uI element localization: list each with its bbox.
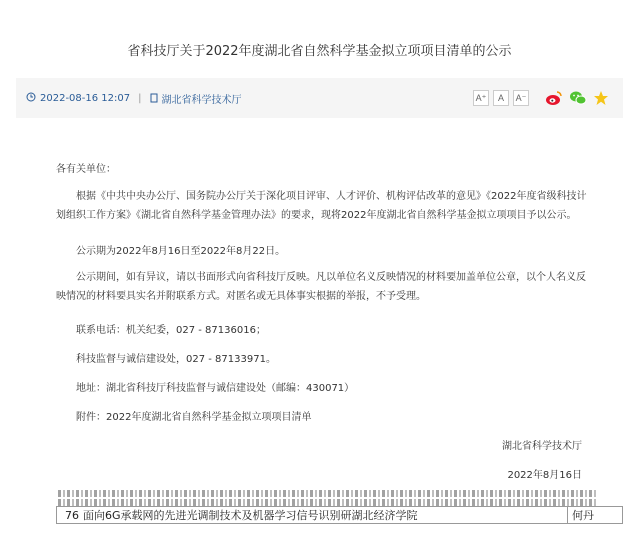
row-number: 76 <box>65 508 79 522</box>
wechat-icon[interactable] <box>569 90 587 106</box>
signature: 湖北省科学技术厅 <box>502 441 582 452</box>
font-size-large-button[interactable]: A⁺ <box>473 90 489 106</box>
project-leader: 何丹 <box>567 507 622 523</box>
source-icon <box>150 93 158 103</box>
font-size-medium-button[interactable]: A <box>493 90 509 106</box>
publicity-period: 公示期为2022年8月16日至2022年8月22日。 <box>76 246 286 257</box>
contact-phone-1: 联系电话：机关纪委，027 - 87136016； <box>76 325 266 336</box>
meta-info <box>26 78 242 118</box>
share-icons <box>545 90 615 106</box>
paragraph-basis: 根据《中共中央办公厅、国务院办公厅关于深化项目评审、人才评价、机构评估改革的意见》《2022年度省级科技计划组织工作方案》《湖北省自然科学基金管理办法》的要求，现将2022年度湖北省自然科学基金拟立项项目予以公示。 <box>56 191 587 221</box>
meta-divider: | <box>138 92 142 104</box>
article-meta-bar <box>16 78 623 118</box>
salutation: 各有关单位： <box>56 164 116 175</box>
project-title: 面向6G承载网的先进光调制技术及机器学习信号识别研湖北经济学院 <box>83 509 418 522</box>
font-size-small-button[interactable]: A⁻ <box>513 90 529 106</box>
favorite-star-icon[interactable] <box>593 90 609 106</box>
attachment-link[interactable]: 附件：2022年度湖北省自然科学基金拟立项项目清单 <box>76 412 312 423</box>
page-title: 省科技厅关于2022年度湖北省自然科学基金拟立项项目清单的公示 <box>127 44 512 59</box>
article-source: 湖北省科学技术厅 <box>161 94 242 106</box>
table-row <box>56 506 623 524</box>
contact-address: 地址：湖北省科技厅科技监督与诚信建设处（邮编：430071） <box>76 383 355 394</box>
signature-date: 2022年8月16日 <box>507 470 582 481</box>
publish-date: 2022-08-16 12:07 <box>40 92 131 104</box>
paragraph-objection: 公示期间，如有异议，请以书面形式向省科技厅反映。凡以单位名义反映情况的材料要加盖单位公章，以个人名义反映情况的材料要具实名并附联系方式。对匿名或无具体事实根据的举报，不予受理。 <box>56 272 586 302</box>
contact-phone-2: 科技监督与诚信建设处，027 - 87133971。 <box>76 354 276 365</box>
meta-actions <box>473 78 615 118</box>
weibo-icon[interactable] <box>545 90 563 106</box>
clock-icon <box>26 92 36 105</box>
garbled-text-strip <box>58 490 598 506</box>
